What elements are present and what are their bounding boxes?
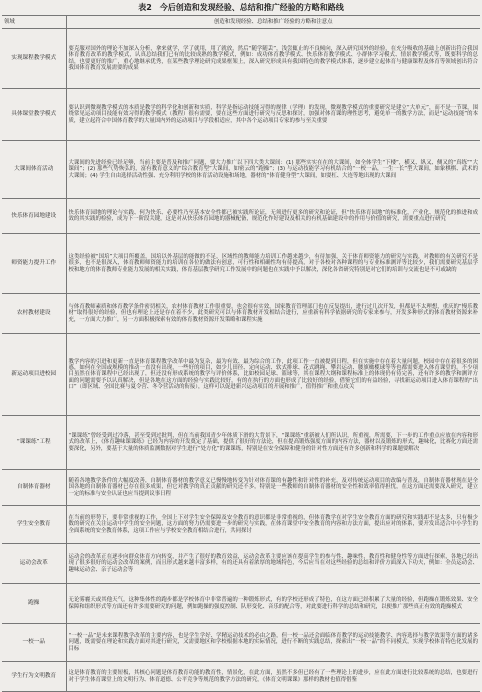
table-row [2,199,480,234]
table-row [2,294,480,334]
table-row [2,334,480,416]
table-row [2,416,480,470]
table-row [2,470,480,506]
table-title: 今后创造和发现经验、总结和推广经验的方略和路线 [159,3,344,12]
header-field: 领域 [2,16,66,29]
table-row [2,624,480,662]
row-content: 要克服对国外的理论不加深入分析，拿来就学，学了就用，用了就放，然后“随学随丢”，浅尝辄止的不良倾向，深入研究国外的经验，在充分吸收的基础上创新出符合我国体育教育改革的教学模式，认真总结我们已有的比较成熟的教学模式，例如：成功体育教学模式、快乐体育教学模式、小群体学习模式、情景教学模式等，既要科学的总结，也要更好的推广，重心地继承优秀，在某些教学理论研究成果框架上，深入研究形成具有我国特色的教学模式体系，逐步建立起体育与健康课程及体育等领域创出符合我国体育教育发展需要的成果 [66,29,480,89]
table-number: 表2 [138,3,152,12]
row-content: 快乐体育园地的理论与实践、何为快乐、必要性乃至基本安全性都已被实践所论证，无须进行更多的研究和论证，但“快乐体育园地”的标准化，产业化、规范化的推进和成效的其实践的检验，成为下一阶段关键，这是对从快乐体育园地的器械配备，规范化作好建设及相关的有机基础建设中的作用与价值的研究，需要重点进行研究 [66,199,480,234]
table-row [2,544,480,584]
table-row [2,506,480,544]
row-field: 学生安全教育 [2,506,66,544]
header-content: 创造和发现经验、总结和推广经验的方略和注意点 [66,16,480,29]
row-content: 在当前的形势下，要非常重视的工作，全国上下对学生安全保障及安全教育的意识都是非常重视的，但体育教学在对学生安全教育方面的研究和实践却不是太多，只有极少数的研究在关注运动中学生的安全问题，这方面的努力仍需要进一步的研究与实践，在体育课堂中安全教育的内容和方法方面，提出应对的体系，要开发出适合中小学生的全面系统的安全教育体系，这项工作应与学校安全教育相结合进行，共同探讨 [66,506,480,544]
row-field: 实现课程教学模式 [2,29,66,89]
row-field: 新运动项目进校园 [2,334,66,416]
row-content: 教学内容的引进和更新一直是体育课程教学改革中最为复杂，最为有效、最为综合的工作，此项工作一直被提到日程，但在实施中存在着大量问题，校园中存在着很多的困惑，如何在全国或规模的推动一直没有出现，一些好的项目，如少儿田径、定向运动、软式排球、花式跳绳、攀岩运动、腰旗橄榄球等等也都需要进入体育课堂的。不少项目虽然在体育课程中已经出现了，但还没有形成系统的教学与评价体系，比如校园足球、篮球等，其在课程大纲和课程标准上的体现仍有待完善，还有许多的教学和测评方面的问题需要予以认真解决，但是各地在这方面的经验与实践比较好，有的在执行的方面也形成了比较好的经验，借鉴它们的有益经验，寻找新运动项目进入体育课程的“出口”（即区域、全国比赛与夏令营、冬令营活动的衔接），这样可以促进新兴运动项目的开展和推广，值得推广和重点攻关 [66,334,480,416]
row-content: 这类经验被“国培”大项目所覆盖，国培以外基层的能做的不足，区域性的教师能力培训工作越来越少，有待加强，关于体育师资能力的研究与实践，对教师的有关研究不是很多，也不是很深入，体育教师师资能力的培训在各位的做法有创意，可行性和相确性均有待提高，对于各校对各种课程的与专业标准测评等比较少，我们需要研究基层学校和地方的体育教师专业能力发展的相关实践，体育基层教学研究工作发展中的问题也在实践中予以解决，深化各省研究特别是对它们的培训与交流也是不可或缺的 [66,234,480,294]
table-row [2,29,480,89]
row-field: 快乐体育园地建设 [2,199,66,234]
table-caption [0,2,482,14]
row-field: 农村教材建设 [2,294,66,334]
row-content: 与体育教师素质和体育教学条件密切相关，农村体育教材工作很重要，也会很有实效，国家教育管理部门也在反复提出，进行过几次开发，但都是不太理想，重庆的“慢乐教材”取得很好的经验，但也有理论上还是存在着不少，此类研究可以与体育教材开发相结合进行，应重新有科学依据研究的专家来参与，开发多种形式的体育教材资源来补充，一方面大力推广，另一方面积极探索有效的体育教材资源开发策略和课程实施 [66,294,480,334]
table-body [2,29,480,692]
row-field: 自制体育器材 [2,470,66,506]
row-content: 运动会的改革正在逐步向群众体育方向转变，并产生了很好的教育效益，运动会改革主要应该在提高学生的参与性、趣味性，教育性和健身性等方面进行探索，各地已经出现了很多很好的运动会改革的案例，而且形式越来越丰富多样，有的还具有着浓厚的地域特色，今后应当在对这些经验的总结和评价方面深入下功夫，例如：全员运动会、趣味运动会、亲子运动会等 [66,544,480,584]
table-row [2,89,480,141]
row-field: “课课练”工程 [2,416,66,470]
table-row [2,141,480,199]
table-row [2,234,480,294]
row-content: 随着各地教学条件的大幅度改善，自制体育器材的教学意义已慢慢地转变为针对体育课的有趣性和针对性的补充，及对传统运动项目的改编与普及，自制体育器材现在是全国各地的自制体育器材已存在很多成果，但它对教学的真正贡献的研究还不多，特别是一些教师的自制体育器材的安全性和效率值得担忧，在这方面还需要深入研究，建立一定的标准与安全认证也应当提到议事日程 [66,470,480,506]
row-field: 师资能力提升工作 [2,234,66,294]
row-field: 跑操 [2,584,66,624]
table-row [2,584,480,624]
row-field: 大课间体育活动 [2,141,66,199]
row-content: 要认识到微观教学模式的本质是教学的科学化和创新和实质，科学是指运动技能习得的规律（学理）的发现，微观教学模式的重要研究是建立“大单元”，而不是一节课，围绕常见运动项目技能有效习得的教学模式（教程）很有需要，要在这些方面进行研究与反思和探讨，加强对体育课的理性思考，避免单一的教学方法，而是“运动技能”的本质，建立起符合中国体育教学的大量国内外的运动项目与学段相适应，其中各个运动项目专家的参与至关重要 [66,89,480,141]
row-content: “一校一品”是未来课程教学改革的主要内容，也是学生学好、学精运动技术的必由之路，但一校一品还会面临体育教学的运动技能教学、内容选择与教学效果等方面的诸多问题，既需要在理论和实践方面对其进行研究，又需要地区和学校根据本地的实际情况，进行不断的实践总结，探索出“一校一品”的不同模式，实现学校体育特色化发展的目标 [66,624,480,662]
table-header-row [2,16,480,29]
row-content: 这是体育教育的主要短板，其核心问题是体育教育功能的教育性，情景化，在此方面，虽然不多但已经有了一些理论上的进步，应在此方面进行比较系统的总结，也要进行对于学生体育课堂上的文明行为、体育道德、公平竞争等规范的教学方法的研究，《体育文明课课》那样的教材也值得借鉴 [66,662,480,692]
row-field: 一校一品 [2,624,66,662]
strategy-table [2,15,480,692]
row-field: 运动会改革 [2,544,66,584]
row-field: 具体课堂教学模式 [2,89,66,141]
row-field: 学生行为文明教育 [2,662,66,692]
row-content: 无论雾霾天或其他天气，这种集体性的跑步都是学校体育中非常普遍的一种锻炼形式，有的学校还形成了特色，在这方面已经积累了大量的经验，但跑操在锻炼效果、安全保障和组织形式等方面还有许多需要研究的问题，例如跑操的强度控制、队形变化、音乐的配合等，对此要进行科学的总结和研究，以便推广那些真正有效的跑操模式 [66,584,480,624]
row-content: “课课练”曾经受到过冷落，甚至受到过批判，但在当前我国青少年体质下滑的大背景下，“课课练”重新被人们所认识，所重视，所需要，下一步的工作重点应放在内容和形式的改革上，《体育趣味课课练》已经为内容的开发奠定了基础，提供了很好的方法论，但在提高锻炼强度方面的内容方法，器材以及锻炼的形式，趣味化，比赛化方面还需要深化，另外，要基于大量的体质监测数据对学生进行“处方化”的课课练，特别是在安全保障和健身的针对性方面还有许多创新和科学的课题要解决 [66,416,480,470]
row-content: 大课间的先进经验已经足够，当前主要是普及和推广问题，要大力推广以下四大类大课间：(1) 那些实实在在的大课间，如全体学生“下楼”，横又、纵又、侧又的“真练”“大课间”；(2) 那些气势恢弘的，富有教育意义的“综合教育型”大课间，如密云的“跑操”；(3) 与运动技能学习有机结合的“一校一品，一生一长”型大课间，如象棋棋、武术的大课间；(4) 学生自由选择活动性强、充分利用学校的体育活动设施和场地，器材的“体育健身型”大课间，如耍杠、大连等地出现的大课间 [66,141,480,199]
table-row [2,662,480,692]
